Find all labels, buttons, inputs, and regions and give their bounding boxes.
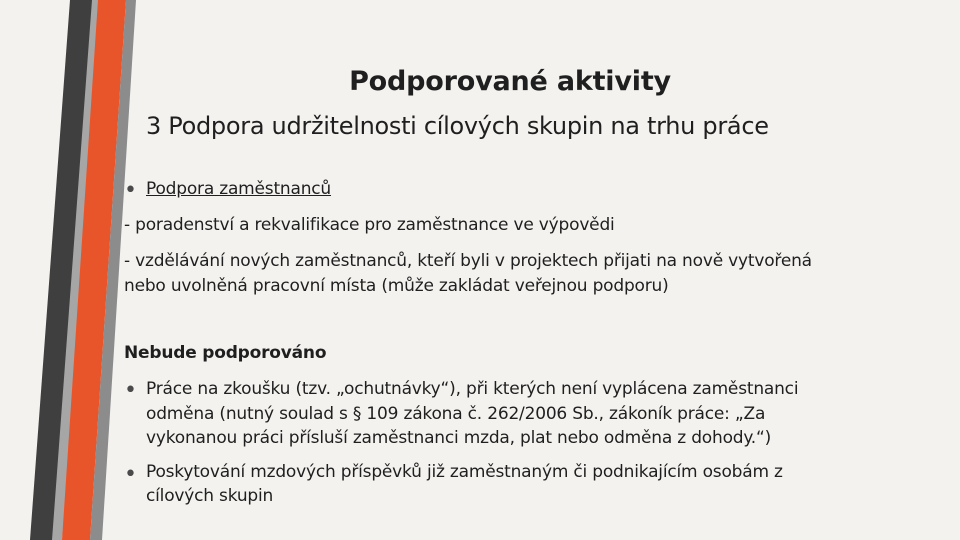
section2-bullet1-line1: Práce na zkoušku (tzv. „ochutnávky“), při kterých není vyplácena zaměstnanci (146, 379, 799, 399)
section2-heading: Nebude podporováno (124, 343, 327, 363)
bullet-icon: • (124, 462, 137, 487)
section2-bullet1-line3: vykonanou práci přísluší zaměstnanci mzda, plat nebo odměna z dohody.“) (146, 428, 772, 448)
section1-item2-line1: - vzdělávání nových zaměstnanců, kteří byli v projektech přijati na nově vytvořená (124, 251, 812, 271)
slide-subtitle: 3 Podpora udržitelnosti cílových skupin na trhu práce (146, 112, 769, 140)
bullet-icon: • (124, 378, 137, 403)
section2-bullet2-line2: cílových skupin (146, 486, 274, 506)
section2-bullet2-line1: Poskytování mzdových příspěvků již zaměstnaným či podnikajícím osobám z (146, 462, 783, 482)
bullet-icon: • (124, 178, 137, 203)
section1-item1: - poradenství a rekvalifikace pro zaměstnance ve výpovědi (124, 215, 615, 235)
section1-item2-line2: nebo uvolněná pracovní místa (může zakládat veřejnou podporu) (124, 276, 669, 296)
section2-bullet1-line2: odměna (nutný soulad s § 109 zákona č. 262/2006 Sb., zákoník práce: „Za (146, 404, 766, 424)
section1-bullet-label: Podpora zaměstnanců (146, 179, 332, 199)
slide-title: Podporované aktivity (349, 66, 671, 97)
